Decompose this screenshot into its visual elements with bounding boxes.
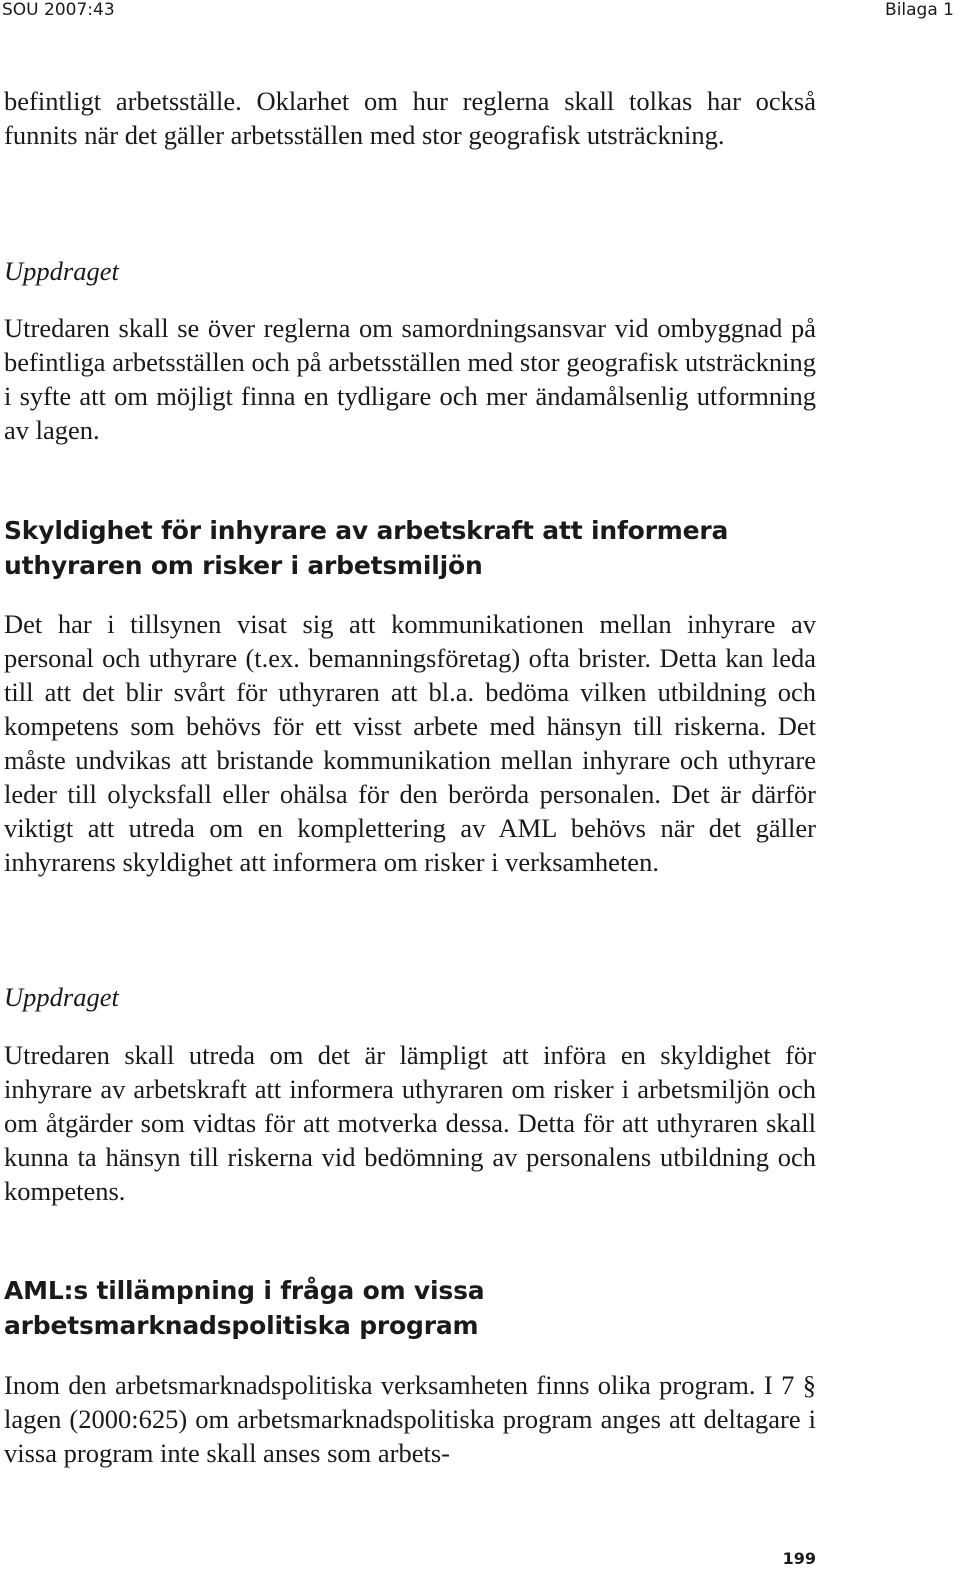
paragraph-4-block [4, 1038, 816, 1208]
appendix-label: Bilaga 1 [885, 0, 954, 20]
paragraph-4: Utredaren skall utreda om det är lämpligt att införa en skyldighet för inhyrare av arbetskraft att informera uthyraren om risker i arbetsmiljön och om åtgärder som vidtas för att motverka dessa. Detta för att uthyraren skall kunna ta hänsyn till riskerna vid bedömning av personalens utbildning och kompetens. [4, 1040, 816, 1206]
subheading-2-block [4, 980, 816, 1014]
paragraph-5-block [4, 1368, 816, 1470]
page-header [0, 0, 960, 24]
section-heading-1: Skyldighet för inhyrare av arbetskraft att informera uthyraren om risker i arbetsmiljön [4, 516, 729, 580]
subheading-uppdraget-2: Uppdraget [4, 982, 119, 1012]
section-heading-2: AML:s tillämpning i fråga om vissa arbetsmarknadspolitiska program [4, 1276, 485, 1340]
paragraph-2-block [4, 311, 816, 447]
page-number: 199 [782, 1549, 816, 1568]
paragraph-1-block [4, 84, 816, 152]
heading-2-block [4, 1273, 816, 1343]
paragraph-1: befintligt arbetsställe. Oklarhet om hur reglerna skall tolkas har också funnits när det gäller arbetsställen med stor geografisk utsträckning. [4, 86, 816, 150]
paragraph-3-block [4, 607, 816, 879]
paragraph-2: Utredaren skall se över reglerna om samordningsansvar vid ombyggnad på befintliga arbetsställen och på arbetsställen med stor geografisk utsträckning i syfte att om möjligt finna en tydligare och mer ändamålsenlig utformning av lagen. [4, 313, 816, 445]
paragraph-5: Inom den arbetsmarknadspolitiska verksamheten finns olika program. I 7 § lagen (2000:625) om arbetsmarknadspolitiska program anges att deltagare i vissa program inte skall anses som arbets- [4, 1370, 816, 1468]
subheading-1-block [4, 254, 816, 288]
paragraph-3: Det har i tillsynen visat sig att kommunikationen mellan inhyrare av personal och uthyrare (t.ex. bemanningsföretag) ofta brister. Detta kan leda till att det blir svårt för uthyraren att bl.a. bedöma vilken utbildning och kompetens som behövs för ett visst arbete med hänsyn till riskerna. Det måste undvikas att bristande kommunikation mellan inhyrare och uthyrare leder till olycksfall eller ohälsa för den berörda personalen. Det är därför viktigt att utreda om en komplettering av AML behövs när det gäller inhyrarens skyldighet att informera om risker i verksamheten. [4, 609, 816, 877]
heading-1-block [4, 513, 816, 583]
document-reference: SOU 2007:43 [2, 0, 115, 20]
subheading-uppdraget-1: Uppdraget [4, 256, 119, 286]
